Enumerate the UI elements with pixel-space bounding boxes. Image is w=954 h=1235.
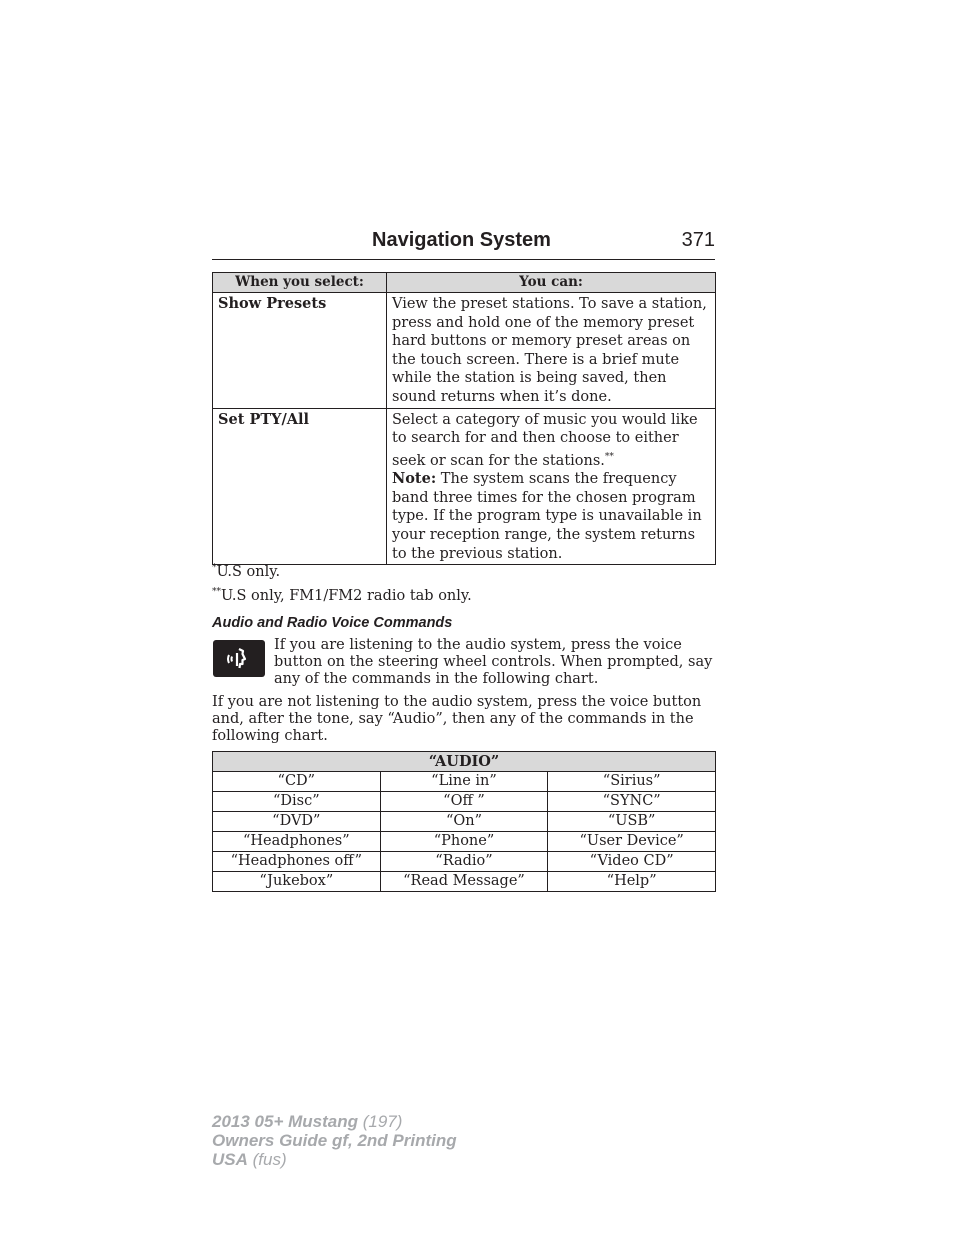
footnote-mark: * bbox=[212, 563, 217, 573]
command-cell: “USB” bbox=[548, 812, 716, 832]
command-cell: “Headphones off” bbox=[213, 852, 381, 872]
page-number: 371 bbox=[681, 229, 715, 251]
command-cell: “User Device” bbox=[548, 832, 716, 852]
command-cell: “Headphones” bbox=[213, 832, 381, 852]
voice-instructions: If you are listening to the audio system, press the voice button on the steering wheel controls. When prompted, say any of the commands in the following chart. bbox=[274, 637, 713, 687]
option-description: View the preset stations. To save a station, press and hold one of the memory preset hard buttons or memory preset areas on the touch screen. There is a brief mute while the station is being saved, then sound returns when it’s done. bbox=[387, 293, 716, 409]
note-text: The system scans the frequency band three times for the chosen program type. If the program type is unavailable in your reception range, the system returns to the previous station. bbox=[392, 471, 702, 562]
page-title: Navigation System bbox=[372, 229, 551, 251]
footnote bbox=[212, 587, 472, 604]
voice-command-icon bbox=[213, 640, 265, 677]
column-header-can: You can: bbox=[387, 273, 716, 293]
command-cell: “Disc” bbox=[213, 792, 381, 812]
table-row bbox=[213, 408, 716, 565]
column-header-select: When you select: bbox=[213, 273, 387, 293]
command-cell: “SYNC” bbox=[548, 792, 716, 812]
table-row bbox=[213, 772, 716, 792]
page-footer bbox=[212, 1112, 457, 1169]
command-cell: “On” bbox=[380, 812, 548, 832]
table-row bbox=[213, 792, 716, 812]
command-cell: “Sirius” bbox=[548, 772, 716, 792]
table-header-row bbox=[213, 273, 716, 293]
command-cell: “Video CD” bbox=[548, 852, 716, 872]
footer-line bbox=[212, 1112, 457, 1131]
command-cell: “Phone” bbox=[380, 832, 548, 852]
footer-line: Owners Guide gf, 2nd Printing bbox=[212, 1131, 457, 1150]
note-label: Note: bbox=[392, 470, 437, 488]
command-cell: “Radio” bbox=[380, 852, 548, 872]
option-set-pty: Set PTY/All bbox=[213, 408, 387, 565]
footnote-text: U.S only. bbox=[216, 563, 281, 580]
command-cell: “Off ” bbox=[380, 792, 548, 812]
page-header bbox=[212, 229, 715, 260]
command-cell: “Line in” bbox=[380, 772, 548, 792]
footer-model: 2013 05+ Mustang bbox=[212, 1112, 358, 1131]
description-text: Select a category of music you would like to search for and then choose to either seek or scan for the stations. bbox=[392, 411, 698, 469]
footnote bbox=[212, 563, 280, 580]
command-cell: “CD” bbox=[213, 772, 381, 792]
footnote-mark: ** bbox=[604, 451, 614, 462]
footnote-text: U.S only, FM1/FM2 radio tab only. bbox=[221, 587, 472, 604]
option-show-presets: Show Presets bbox=[213, 293, 387, 409]
command-cell: “Help” bbox=[548, 872, 716, 892]
footer-model-code: (197) bbox=[358, 1112, 403, 1131]
command-cell: “Read Message” bbox=[380, 872, 548, 892]
select-options-table bbox=[212, 272, 716, 565]
section-title: Audio and Radio Voice Commands bbox=[212, 615, 453, 631]
footer-market-code: (fus) bbox=[247, 1150, 287, 1169]
table-row bbox=[213, 872, 716, 892]
table-row bbox=[213, 812, 716, 832]
audio-header: “AUDIO” bbox=[213, 752, 716, 772]
audio-commands-table bbox=[212, 751, 716, 892]
table-header-row bbox=[213, 752, 716, 772]
option-description bbox=[387, 408, 716, 565]
footer-line bbox=[212, 1150, 457, 1169]
audio-instructions: If you are not listening to the audio system, press the voice button and, after the tone, say “Audio”, then any of the commands in the following chart. bbox=[212, 694, 702, 744]
table-row bbox=[213, 832, 716, 852]
command-cell: “DVD” bbox=[213, 812, 381, 832]
command-cell: “Jukebox” bbox=[213, 872, 381, 892]
table-row bbox=[213, 852, 716, 872]
footnote-mark: ** bbox=[212, 587, 221, 597]
table-row bbox=[213, 293, 716, 409]
footer-market: USA bbox=[212, 1150, 248, 1169]
